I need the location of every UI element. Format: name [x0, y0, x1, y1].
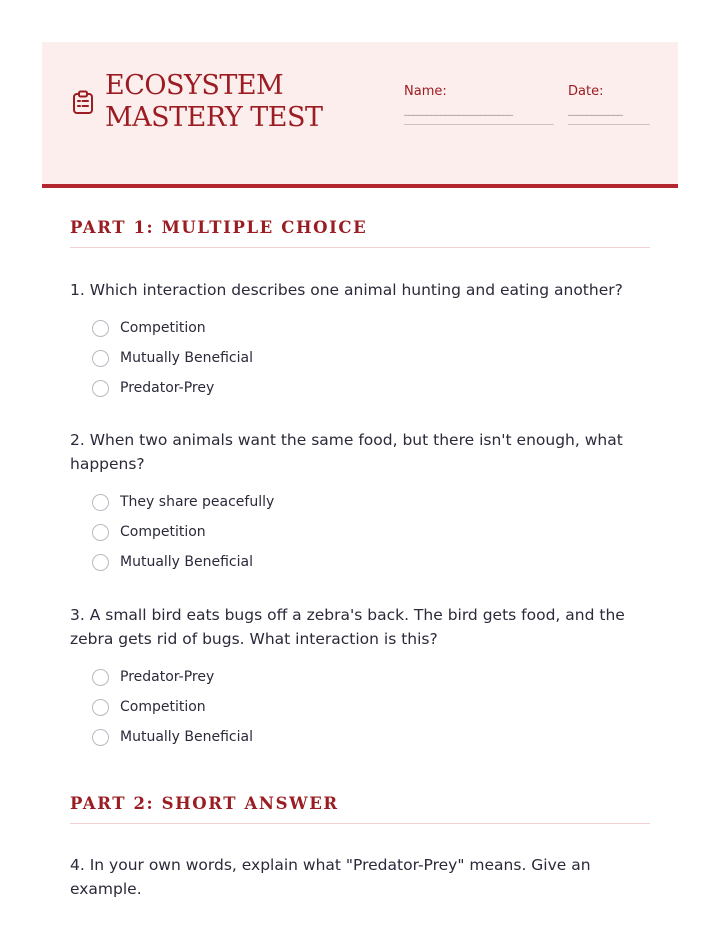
- q2-option-3[interactable]: [92, 552, 253, 572]
- question-1: 1. Which interaction describes one animal hunting and eating another?: [70, 281, 623, 299]
- radio-button[interactable]: [92, 669, 109, 686]
- radio-button[interactable]: [92, 554, 109, 571]
- date-line[interactable]: ____________: [568, 103, 650, 125]
- option-label: Mutually Beneficial: [120, 350, 253, 366]
- q3-option-2[interactable]: [92, 697, 206, 717]
- option-label: Competition: [120, 699, 206, 715]
- date-label: Date:: [568, 84, 604, 99]
- question-2: 2. When two animals want the same food, but there isn't enough, what happens?: [70, 431, 623, 473]
- radio-button[interactable]: [92, 380, 109, 397]
- name-field: [404, 84, 554, 125]
- question-4: 4. In your own words, explain what "Predator-Prey" means. Give an example.: [70, 856, 591, 898]
- test-header: [42, 42, 678, 188]
- part1-title: PART 1: MULTIPLE CHOICE: [70, 218, 650, 248]
- name-line[interactable]: ________________________: [404, 103, 554, 125]
- q2-option-2[interactable]: [92, 522, 206, 542]
- q1-option-2[interactable]: [92, 348, 253, 368]
- radio-button[interactable]: [92, 729, 109, 746]
- part2-title: PART 2: SHORT ANSWER: [70, 794, 650, 824]
- option-label: They share peacefully: [120, 494, 275, 510]
- q3-option-1[interactable]: [92, 667, 214, 687]
- question-3: 3. A small bird eats bugs off a zebra's back. The bird gets food, and the zebra gets rid of bugs. What interaction is this?: [70, 606, 625, 648]
- q1-option-1[interactable]: [92, 318, 206, 338]
- name-label: Name:: [404, 84, 447, 99]
- radio-button[interactable]: [92, 320, 109, 337]
- radio-button[interactable]: [92, 524, 109, 541]
- test-title: ECOSYSTEM MASTERY TEST: [105, 70, 323, 133]
- option-label: Predator-Prey: [120, 380, 215, 396]
- radio-button[interactable]: [92, 350, 109, 367]
- option-label: Predator-Prey: [120, 669, 215, 685]
- option-label: Competition: [120, 320, 206, 336]
- option-label: Competition: [120, 524, 206, 540]
- radio-button[interactable]: [92, 699, 109, 716]
- q1-option-3[interactable]: [92, 378, 214, 398]
- option-label: Mutually Beneficial: [120, 729, 253, 745]
- option-label: Mutually Beneficial: [120, 554, 253, 570]
- clipboard-icon: [72, 90, 94, 114]
- q3-option-3[interactable]: [92, 727, 253, 747]
- q2-option-1[interactable]: [92, 492, 274, 512]
- radio-button[interactable]: [92, 494, 109, 511]
- date-field: [568, 84, 650, 125]
